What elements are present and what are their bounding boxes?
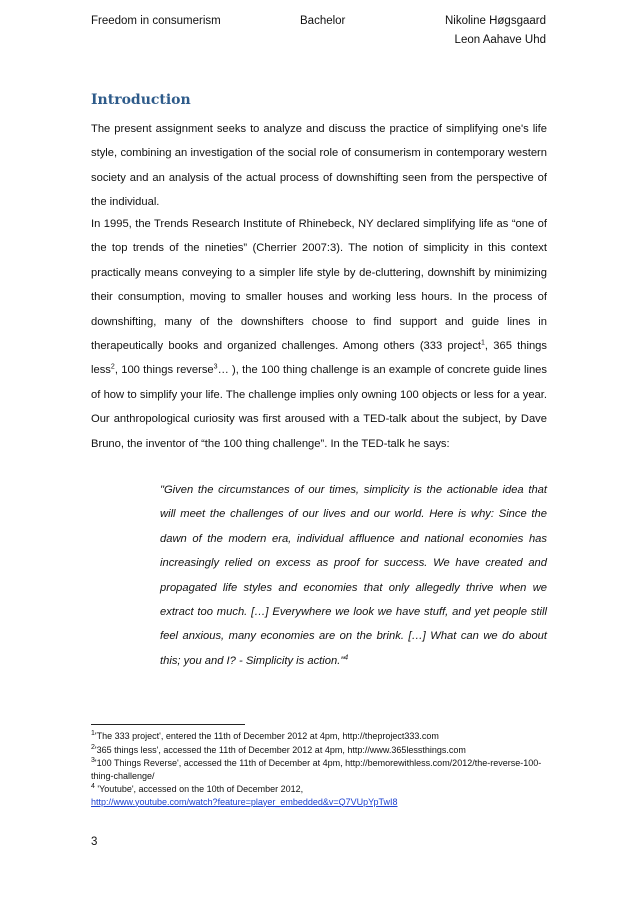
paragraph-text: In 1995, the Trends Research Institute of Rhinebeck, NY declared simplifying life as “one of the top trends of the nineties” (Cherrier 2007:3). The notion of simplicity in this context practically means conveying to a simpler life style by de-cluttering, downshift by minimizing their consumption, moving to smaller houses and working less hours. In the process of downshifting, many of the downshifters choose to find support and guide lines in therapeutically books and organized challenges. Among others (333 project xyxy=(91,218,547,353)
section-heading: Introduction xyxy=(91,92,191,108)
footnote xyxy=(91,730,547,743)
footnote-text: '365 things less', accessed the 11th of December 2012 at 4pm, http://www.365lessthings.com xyxy=(94,745,466,755)
footnote-ref: 1 xyxy=(481,339,485,347)
block-quote xyxy=(160,478,547,673)
footnote-text: 'Youtube', accessed on the 10th of December 2012, xyxy=(94,784,304,794)
running-header-authors xyxy=(445,12,546,50)
paragraph xyxy=(91,212,547,456)
footnote-number: 1 xyxy=(91,730,95,737)
running-header-title: Freedom in consumerism xyxy=(91,15,221,27)
footnote-number: 4 xyxy=(91,783,95,790)
footnote xyxy=(91,744,547,757)
author-name: Leon Aahave Uhd xyxy=(454,34,546,46)
footnote xyxy=(91,783,547,808)
footnote xyxy=(91,757,547,782)
running-header-degree: Bachelor xyxy=(300,15,346,27)
paragraph: The present assignment seeks to analyze and discuss the practice of simplifying one's life style, combining an investigation of the social role of consumerism in contemporary western society and an analysis of the actual process of downshifting seen from the perspective of the individual. xyxy=(91,123,547,209)
quote-text: "Given the circumstances of our times, simplicity is the actionable idea that will meet the challenges of our lives and our world. Here is why: Since the dawn of the modern era, individual affluence and national economies has increasingly relied on excess as proof for success. We have created and propagated life styles and economies that only allegedly thrive when we extract too much. […] Everywhere we look we have stuff, and yet people still feel anxious, many economies are on the brink. […] What can we do about this; you and I? - Simplicity is action." xyxy=(160,484,547,667)
footnote-text: 'The 333 project', entered the 11th of December 2012 at 4pm, http://theproject333.com xyxy=(94,731,439,741)
author-name: Nikoline Høgsgaard xyxy=(445,15,546,27)
paragraph-text: , 100 things reverse xyxy=(114,364,214,377)
paragraph-text: … ), the 100 thing challenge is an example of concrete guide lines of how to simplify your life. The challenge implies only owning 100 objects or less for a year. Our anthropological curiosity was first aroused with a TED-talk about the subject, by Dave Bruno, the inventor of “the 100 thing challenge”. In the TED-talk he says: xyxy=(91,364,547,450)
footnote-number: 2 xyxy=(91,744,95,751)
footnote-ref: 4 xyxy=(344,654,349,662)
paragraph-text: , 365 things less xyxy=(91,340,547,377)
footnote-ref: 2 xyxy=(110,363,115,371)
footnote-ref: 3 xyxy=(213,363,218,371)
footnote-number: 3 xyxy=(91,757,95,764)
footnote-text: '100 Things Reverse', accessed the 11th of December at 4pm, http://bemorewithless.com/2012/the-reverse-100-thing-challenge/ xyxy=(91,758,542,781)
footnote-divider xyxy=(91,724,245,725)
page-number: 3 xyxy=(91,836,98,848)
youtube-link[interactable]: http://www.youtube.com/watch?feature=player_embedded&v=Q7VUpYpTwI8 xyxy=(91,796,398,807)
